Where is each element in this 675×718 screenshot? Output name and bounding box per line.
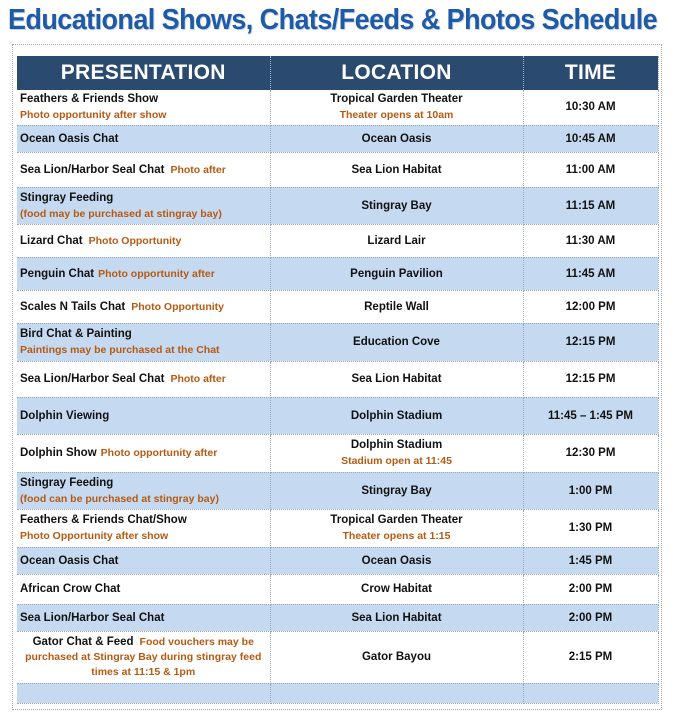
table-row <box>17 361 658 397</box>
presentation-cell <box>17 509 270 547</box>
schedule-table <box>17 56 659 704</box>
presentation-cell <box>17 125 270 152</box>
presentation-cell <box>17 257 270 290</box>
presentation-note: Photo after <box>170 163 226 176</box>
time-cell: 1:30 PM <box>523 509 658 547</box>
location-cell: Stingray Bay <box>270 472 523 509</box>
time-cell: 1:00 PM <box>523 472 658 509</box>
presentation-cell <box>17 290 270 323</box>
presentation-name: Feathers & Friends Chat/Show <box>20 514 187 526</box>
presentation-name: Feathers & Friends Show <box>20 93 159 106</box>
table-row <box>17 397 658 434</box>
location-cell: Crow Habitat <box>270 574 523 604</box>
page-title: Educational Shows, Chats/Feeds & Photos Schedule <box>8 4 658 36</box>
presentation-note: Photo Opportunity <box>131 300 224 313</box>
presentation-cell <box>17 434 270 472</box>
presentation-cell <box>17 472 270 509</box>
presentation-cell <box>17 631 270 683</box>
presentation-name: Stingray Feeding <box>20 476 114 489</box>
presentation-name: African Crow Chat <box>20 583 121 595</box>
time-cell: 1:45 PM <box>523 547 658 574</box>
presentation-name: Dolphin Show <box>20 447 97 459</box>
time-cell: 11:00 AM <box>523 152 658 187</box>
presentation-cell <box>17 90 270 125</box>
location-cell: Penguin Pavilion <box>270 257 523 290</box>
empty-cell <box>523 683 658 703</box>
time-cell: 12:15 PM <box>523 361 658 397</box>
presentation-cell <box>17 574 270 604</box>
presentation-name: Ocean Oasis Chat <box>20 132 119 145</box>
time-cell: 12:30 PM <box>523 434 658 472</box>
location-cell <box>270 90 523 125</box>
location-name: Dolphin Stadium <box>350 439 443 451</box>
presentation-note: Photo opportunity after <box>100 447 218 459</box>
presentation-name: Lizard Chat <box>20 234 83 247</box>
table-row <box>17 90 658 125</box>
location-name: Tropical Garden Theater <box>330 514 463 526</box>
location-cell: Ocean Oasis <box>270 125 523 152</box>
empty-cell <box>17 683 270 703</box>
header-time: TIME <box>523 56 658 90</box>
header-location: LOCATION <box>270 56 523 90</box>
time-cell: 11:45 AM <box>523 257 658 290</box>
table-row <box>17 574 658 604</box>
time-cell: 12:00 PM <box>523 290 658 323</box>
presentation-note: (food can be purchased at stingray bay) <box>20 492 219 505</box>
time-cell: 11:45 – 1:45 PM <box>523 397 658 434</box>
presentation-name: Bird Chat & Painting <box>20 328 132 340</box>
header-row <box>17 56 658 90</box>
presentation-name: Penguin Chat <box>20 267 95 280</box>
location-note: Stadium open at 11:45 <box>341 455 452 467</box>
empty-cell <box>270 683 523 703</box>
presentation-name: Dolphin Viewing <box>20 409 110 422</box>
table-row <box>17 224 658 257</box>
presentation-cell <box>17 361 270 397</box>
presentation-name: Sea Lion/Harbor Seal Chat <box>20 163 165 176</box>
presentation-cell <box>17 224 270 257</box>
location-cell: Stingray Bay <box>270 187 523 224</box>
table-row <box>17 125 658 152</box>
table-row <box>17 631 658 683</box>
time-cell: 2:15 PM <box>523 631 658 683</box>
presentation-note: Photo opportunity after <box>98 267 215 280</box>
location-name: Tropical Garden Theater <box>330 93 463 106</box>
time-cell: 10:45 AM <box>523 125 658 152</box>
location-cell <box>270 509 523 547</box>
presentation-name: Sea Lion/Harbor Seal Chat <box>20 611 165 624</box>
location-note: Theater opens at 10am <box>339 109 454 122</box>
presentation-cell <box>17 323 270 361</box>
location-cell: Sea Lion Habitat <box>270 361 523 397</box>
presentation-cell <box>17 397 270 434</box>
location-cell: Ocean Oasis <box>270 547 523 574</box>
table-row <box>17 434 658 472</box>
location-cell: Reptile Wall <box>270 290 523 323</box>
location-cell: Lizard Lair <box>270 224 523 257</box>
location-cell: Sea Lion Habitat <box>270 604 523 631</box>
table-row <box>17 257 658 290</box>
presentation-note: (food may be purchased at stingray bay) <box>20 207 222 220</box>
table-row <box>17 547 658 574</box>
presentation-cell <box>17 547 270 574</box>
time-cell: 11:15 AM <box>523 187 658 224</box>
presentation-note: Photo Opportunity after show <box>20 530 169 542</box>
presentation-note: Food vouchers may be purchased at Stingray Bay during stingray feed times at 11:15 & 1pm <box>25 635 262 678</box>
table-row <box>17 290 658 323</box>
presentation-name: Sea Lion/Harbor Seal Chat <box>20 373 165 385</box>
header-presentation: PRESENTATION <box>17 56 270 90</box>
presentation-note: Photo Opportunity <box>88 234 182 247</box>
presentation-name: Scales N Tails Chat <box>20 300 126 313</box>
table-row <box>17 152 658 187</box>
empty-row <box>17 683 658 703</box>
time-cell: 11:30 AM <box>523 224 658 257</box>
presentation-cell <box>17 604 270 631</box>
presentation-cell <box>17 187 270 224</box>
presentation-name: Ocean Oasis Chat <box>20 554 119 567</box>
presentation-note: Paintings may be purchased at the Chat <box>20 344 220 356</box>
time-cell: 2:00 PM <box>523 604 658 631</box>
presentation-note: Photo opportunity after show <box>20 109 167 122</box>
presentation-name: Gator Chat & Feed <box>32 635 134 648</box>
location-cell: Dolphin Stadium <box>270 397 523 434</box>
location-cell: Gator Bayou <box>270 631 523 683</box>
location-cell: Sea Lion Habitat <box>270 152 523 187</box>
location-cell: Education Cove <box>270 323 523 361</box>
time-cell: 12:15 PM <box>523 323 658 361</box>
table-row <box>17 323 658 361</box>
table-row <box>17 472 658 509</box>
table-row <box>17 604 658 631</box>
presentation-name: Stingray Feeding <box>20 191 114 204</box>
table-row <box>17 509 658 547</box>
time-cell: 2:00 PM <box>523 574 658 604</box>
table-row <box>17 187 658 224</box>
presentation-note: Photo after <box>170 373 226 385</box>
location-note: Theater opens at 1:15 <box>342 530 451 542</box>
location-cell <box>270 434 523 472</box>
time-cell: 10:30 AM <box>523 90 658 125</box>
presentation-cell <box>17 152 270 187</box>
